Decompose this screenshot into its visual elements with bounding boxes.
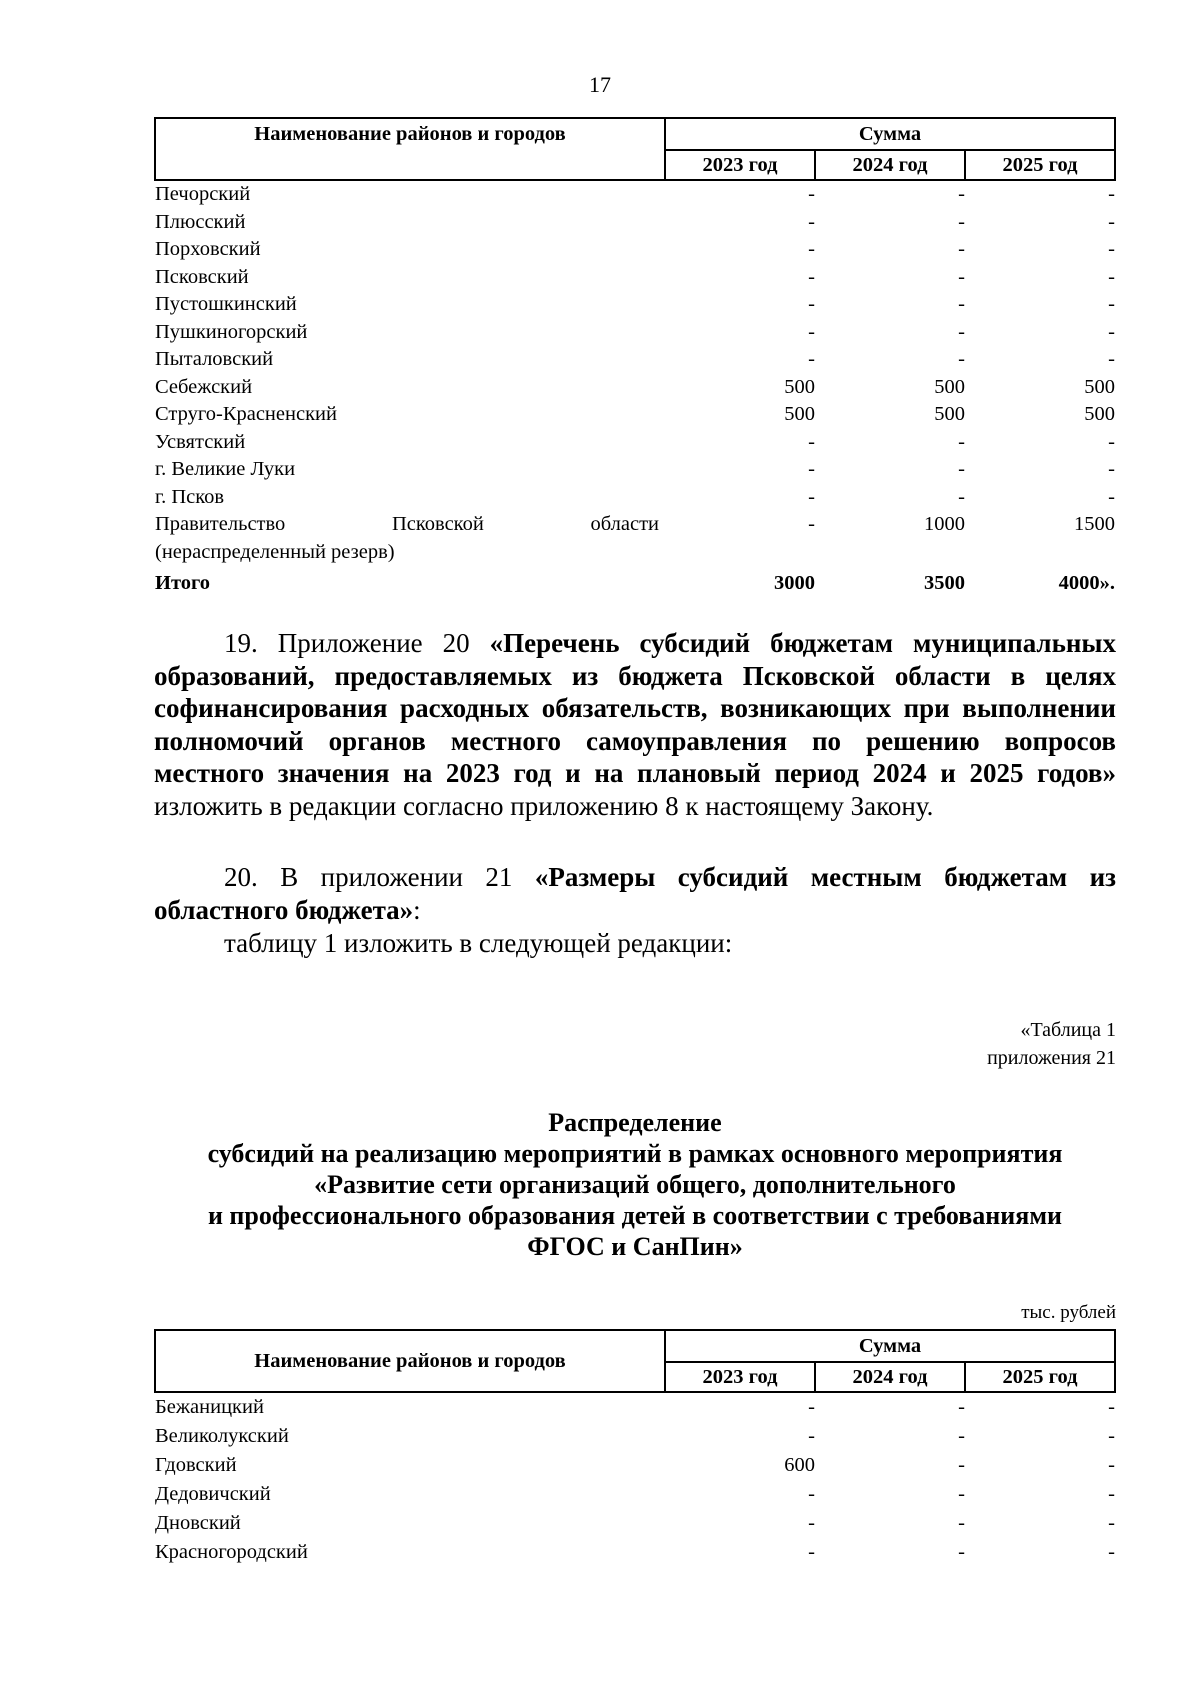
- total-row: [155, 566, 1115, 598]
- amount-cell: -: [808, 320, 815, 343]
- amount-cell: -: [1108, 238, 1115, 260]
- amount-cell: -: [808, 513, 815, 535]
- amount-cell: -: [1108, 293, 1115, 315]
- amount-cell: -: [808, 210, 815, 233]
- table-row: [155, 511, 1115, 566]
- amount-cell: 500: [784, 375, 815, 398]
- subsidy-table-1: [154, 117, 1116, 598]
- amount-cell: -: [808, 458, 815, 480]
- amount-cell: 500: [934, 403, 965, 425]
- paragraph-19: [154, 627, 1116, 822]
- total-amount: 3000: [774, 572, 815, 594]
- table-caption-line2: приложения 21: [987, 1047, 1116, 1069]
- district-name: Псковский: [155, 265, 249, 288]
- column-header-2024: 2024 год: [815, 150, 965, 180]
- amount-cell: -: [958, 458, 965, 480]
- paragraph-20-line2: таблицу 1 изложить в следующей редакции:: [224, 928, 733, 958]
- amount-cell: -: [808, 485, 815, 508]
- amount-cell: -: [808, 238, 815, 260]
- district-name-line2: (нераспределенный резерв): [155, 540, 395, 563]
- table-caption: [987, 1016, 1116, 1072]
- table-row: [155, 374, 1115, 402]
- district-name: Пустошкинский: [155, 293, 297, 315]
- column-header-sum: Сумма: [665, 1330, 1115, 1362]
- paragraph-19-tail: изложить в редакции согласно приложению 8 к настоящему Закону.: [154, 790, 934, 821]
- amount-cell: -: [1108, 1541, 1115, 1563]
- amount-cell: -: [1108, 1454, 1115, 1476]
- district-name: Порховский: [155, 238, 261, 260]
- paragraph-19-lead: 19. Приложение 20: [224, 628, 490, 658]
- amount-cell: -: [958, 210, 965, 233]
- table-row: [155, 319, 1115, 347]
- amount-cell: -: [808, 430, 815, 453]
- table-row: [155, 1451, 1115, 1480]
- amount-cell: -: [808, 183, 815, 205]
- column-header-name: Наименование районов и городов: [155, 1330, 665, 1392]
- column-header-sum: Сумма: [665, 118, 1115, 150]
- amount-cell: -: [958, 293, 965, 315]
- district-name: Дновский: [155, 1512, 241, 1534]
- amount-cell: -: [958, 1512, 965, 1534]
- amount-cell: -: [958, 1541, 965, 1563]
- amount-cell: -: [1108, 485, 1115, 508]
- heading-line5: ФГОС и СанПин»: [527, 1232, 743, 1261]
- table-row: [155, 264, 1115, 292]
- amount-cell: -: [808, 1512, 815, 1534]
- amount-cell: 500: [934, 375, 965, 398]
- amount-cell: -: [1108, 183, 1115, 205]
- column-header-2023: 2023 год: [665, 150, 815, 180]
- amount-cell: -: [958, 430, 965, 453]
- district-name: Красногородский: [155, 1541, 308, 1563]
- heading-line2: субсидий на реализацию мероприятий в рамках основного мероприятия: [207, 1139, 1063, 1168]
- amount-cell: -: [958, 320, 965, 343]
- column-header-2025: 2025 год: [965, 1362, 1115, 1392]
- amount-cell: -: [958, 485, 965, 508]
- amount-cell: -: [958, 1483, 965, 1505]
- amount-cell: -: [1108, 430, 1115, 453]
- table-row: [155, 291, 1115, 319]
- table-row: [155, 484, 1115, 512]
- district-name: Бежаницкий: [155, 1396, 264, 1418]
- units-label: тыс. рублей: [1021, 1302, 1116, 1323]
- amount-cell: 500: [1084, 403, 1115, 425]
- amount-cell: -: [958, 238, 965, 260]
- table-row: [155, 209, 1115, 237]
- amount-cell: 600: [784, 1454, 815, 1476]
- heading-line4: и профессионального образования детей в соответствии с требованиями: [207, 1201, 1063, 1230]
- paragraph-20-tail: :: [413, 894, 421, 925]
- table-row: [155, 180, 1115, 209]
- amount-cell: -: [1108, 265, 1115, 288]
- column-header-name: Наименование районов и городов: [155, 118, 665, 180]
- amount-cell: -: [1108, 1512, 1115, 1534]
- column-header-2024: 2024 год: [815, 1362, 965, 1392]
- table-caption-line1: «Таблица 1: [1020, 1019, 1116, 1041]
- amount-cell: -: [808, 1541, 815, 1563]
- district-name-line1: Правительство Псковской области: [155, 513, 659, 535]
- paragraph-20-title: «Размеры субсидий местным бюджетам из областного бюджета»: [154, 862, 1116, 925]
- amount-cell: -: [808, 1483, 815, 1505]
- amount-cell: 500: [784, 403, 815, 425]
- amount-cell: -: [808, 293, 815, 315]
- page-number: 17: [589, 72, 611, 97]
- district-name: Усвятский: [155, 430, 246, 453]
- table-row: [155, 456, 1115, 484]
- amount-cell: -: [1108, 348, 1115, 370]
- amount-cell: -: [1108, 210, 1115, 233]
- district-name: Пыталовский: [155, 348, 274, 370]
- district-name: Плюсский: [155, 210, 246, 233]
- district-name: г. Великие Луки: [155, 458, 296, 480]
- district-name: Великолукский: [155, 1425, 289, 1447]
- district-name: Пушкиногорский: [155, 320, 308, 343]
- amount-cell: -: [808, 1425, 815, 1447]
- paragraph-20-lead: 20. В приложении 21: [224, 862, 535, 892]
- amount-cell: -: [958, 183, 965, 205]
- amount-cell: -: [1108, 1483, 1115, 1505]
- total-amount: 4000».: [1058, 572, 1115, 594]
- total-amount: 3500: [924, 572, 965, 594]
- district-name: Дедовичский: [155, 1483, 271, 1505]
- table-row: [155, 1538, 1115, 1567]
- table-row: [155, 1422, 1115, 1451]
- amount-cell: -: [1108, 1425, 1115, 1447]
- district-name: Струго-Красненский: [155, 403, 337, 425]
- amount-cell: 1000: [924, 513, 965, 535]
- heading-line3: «Развитие сети организаций общего, дополнительного: [314, 1170, 956, 1199]
- amount-cell: -: [808, 1396, 815, 1418]
- amount-cell: -: [808, 265, 815, 288]
- amount-cell: -: [958, 1396, 965, 1418]
- table-row: [155, 1509, 1115, 1538]
- amount-cell: 500: [1084, 375, 1115, 398]
- table-row: [155, 346, 1115, 374]
- paragraph-20: [154, 861, 1116, 926]
- amount-cell: -: [1108, 458, 1115, 480]
- paragraph-19-title: «Перечень субсидий бюджетам муниципальных образований, предоставляемых из бюджета Псковской области в целях софинансирования расходных обязательств, возникающих при выполнении полномочий органов местного самоуправления по решению вопросов местного значения на 2023 год и на плановый период 2024 и 2025 годов»: [154, 628, 1116, 788]
- amount-cell: 1500: [1074, 513, 1115, 535]
- amount-cell: -: [1108, 1396, 1115, 1418]
- district-name: г. Псков: [155, 485, 225, 508]
- district-name: Печорский: [155, 183, 251, 205]
- table-row: [155, 236, 1115, 264]
- table-row: [155, 1392, 1115, 1422]
- amount-cell: -: [958, 348, 965, 370]
- amount-cell: -: [1108, 320, 1115, 343]
- amount-cell: -: [808, 348, 815, 370]
- amount-cell: -: [958, 265, 965, 288]
- table-row: [155, 401, 1115, 429]
- district-name: Гдовский: [155, 1454, 237, 1476]
- table-heading: [154, 1107, 1116, 1262]
- column-header-2025: 2025 год: [965, 150, 1115, 180]
- total-label: Итого: [155, 572, 211, 594]
- district-name: Себежский: [155, 375, 253, 398]
- subsidy-table-2: [154, 1329, 1116, 1567]
- heading-line1: Распределение: [548, 1108, 722, 1137]
- column-header-2023: 2023 год: [665, 1362, 815, 1392]
- table-row: [155, 1480, 1115, 1509]
- amount-cell: -: [958, 1425, 965, 1447]
- district-name: [155, 511, 665, 566]
- amount-cell: -: [958, 1454, 965, 1476]
- table-row: [155, 429, 1115, 457]
